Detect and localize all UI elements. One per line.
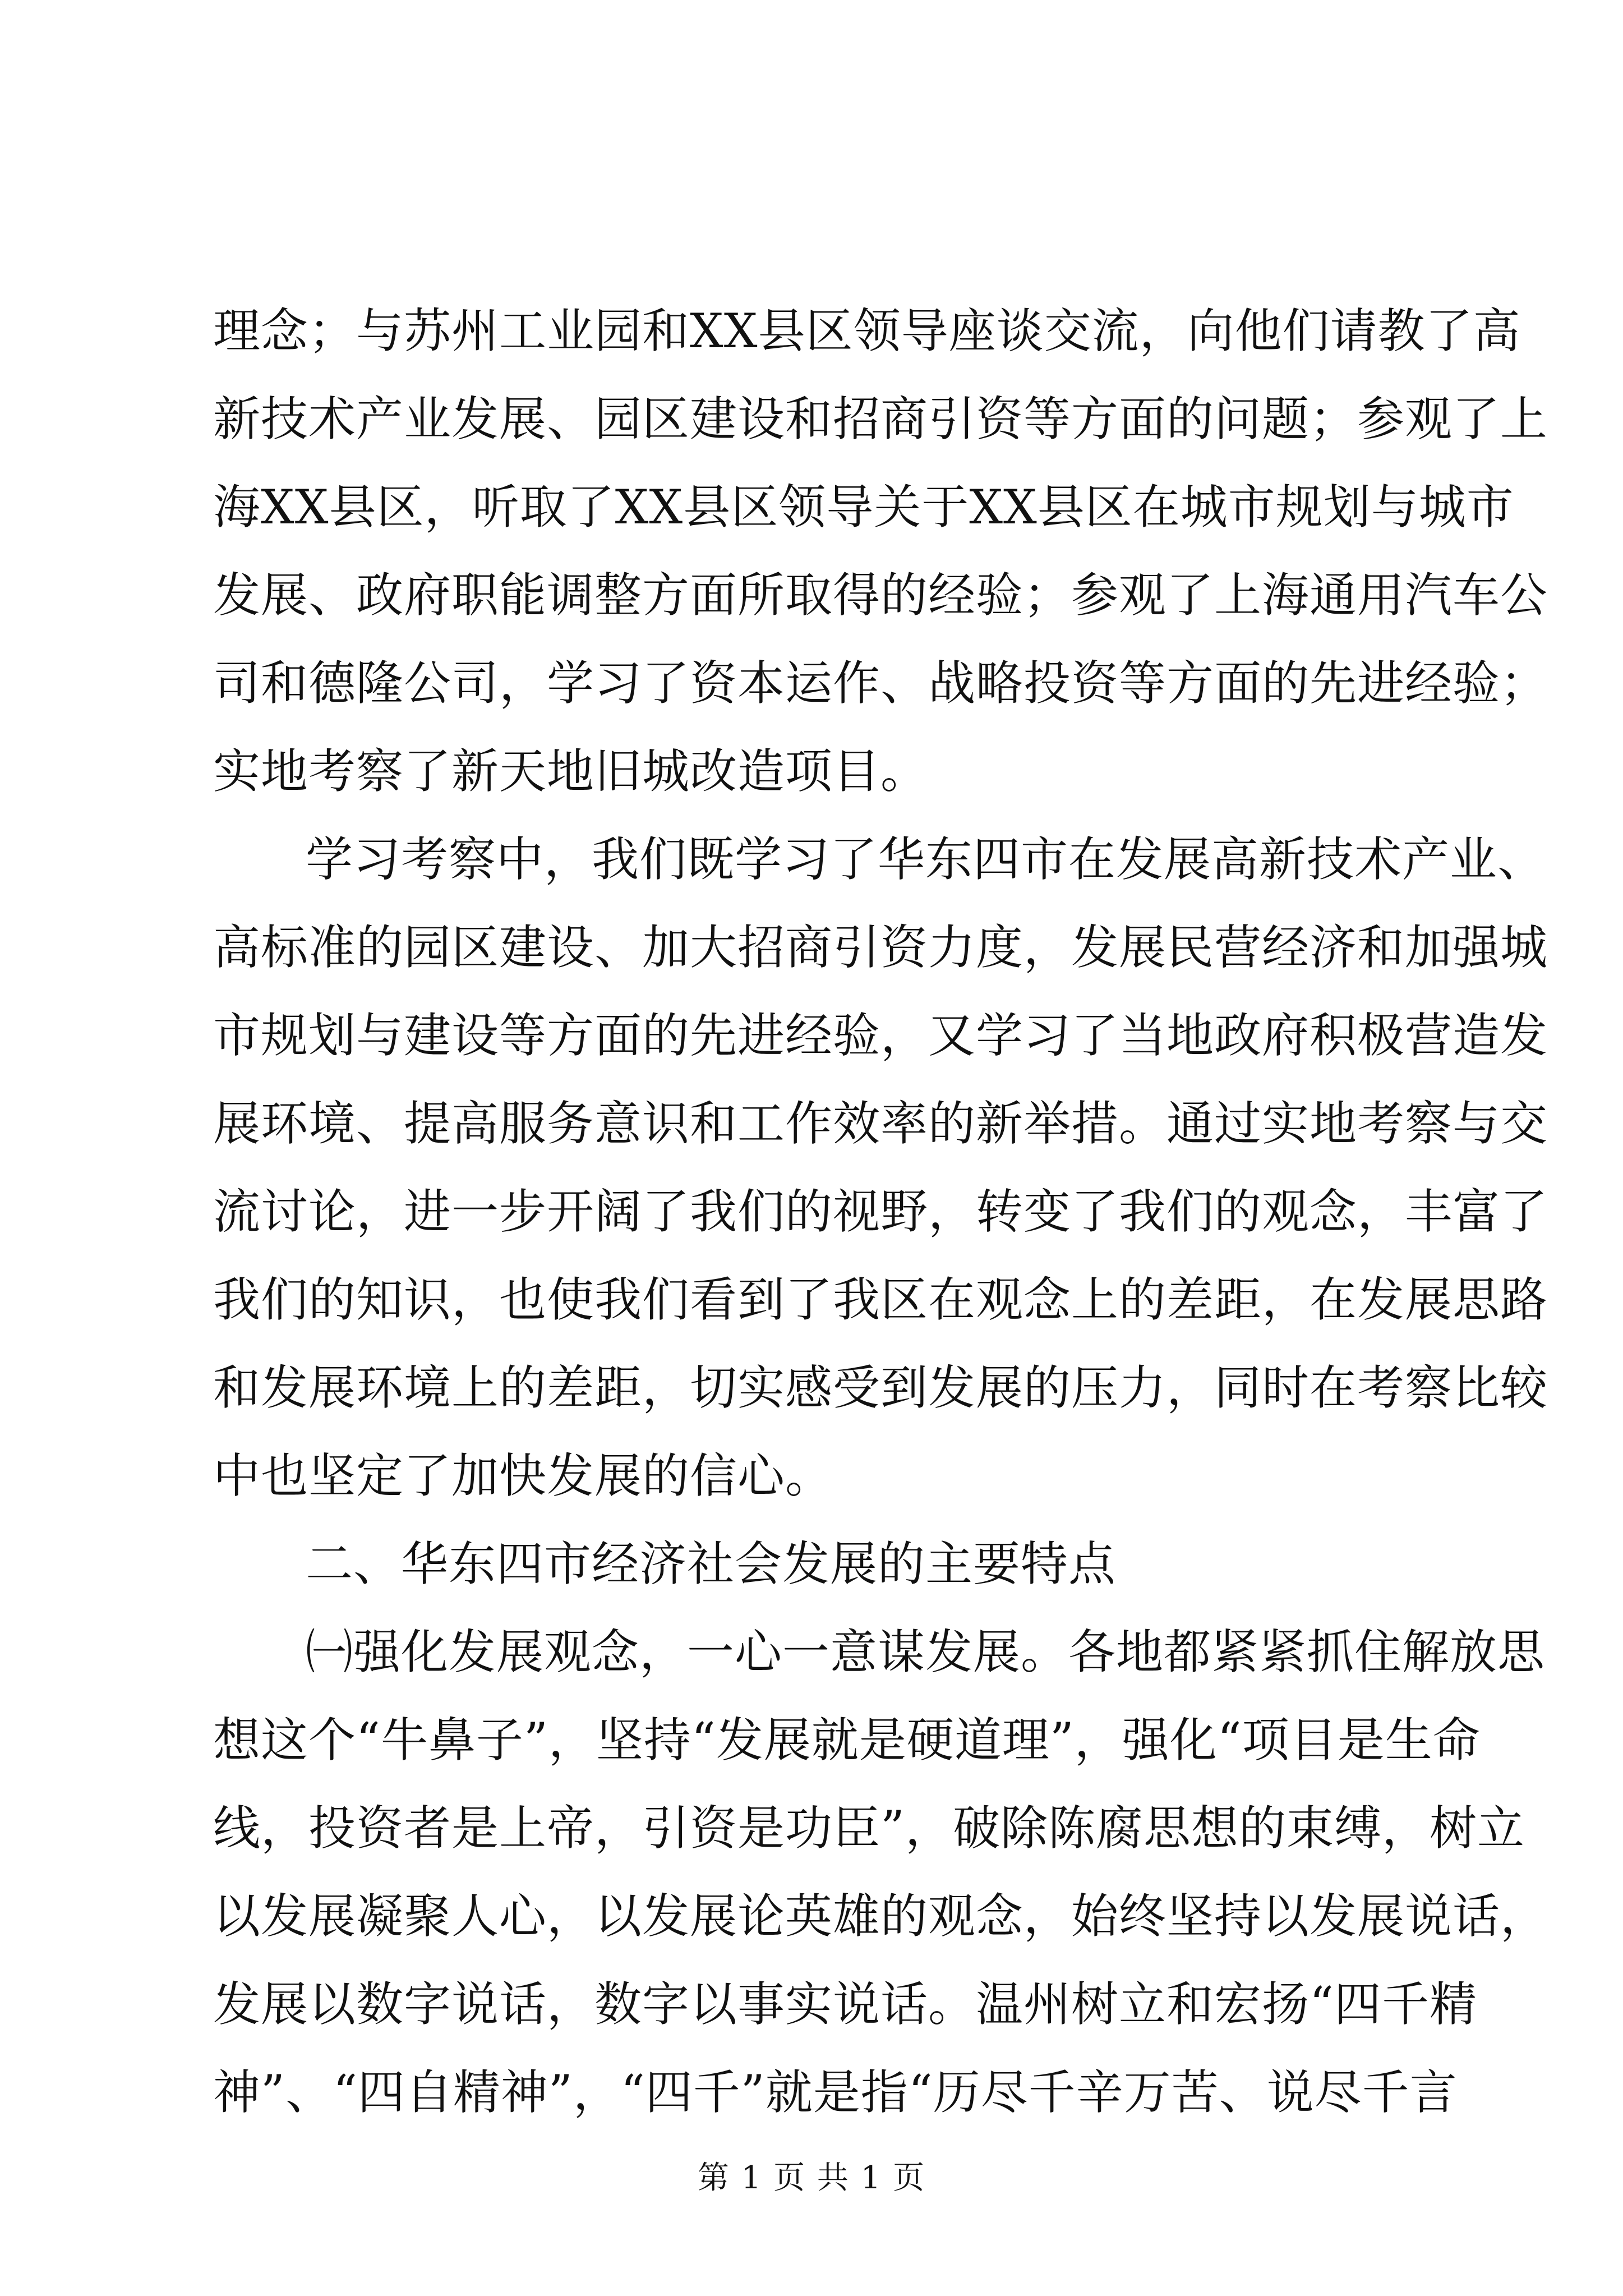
text-line: 中也坚定了加快发展的信心。 <box>213 1448 833 1503</box>
text-line: 我们的知识，也使我们看到了我区在观念上的差距，在发展思路 <box>213 1272 1548 1327</box>
text-line: 市规划与建设等方面的先进经验，又学习了当地政府积极营造发 <box>213 1008 1548 1063</box>
text-line: 新技术产业发展、园区建设和招商引资等方面的问题；参观了上 <box>213 392 1548 447</box>
text-line: 神”、“四自精神”，“四千”就是指“历尽千辛万苦、说尽千言 <box>213 2065 1458 2120</box>
text-line: 想这个“牛鼻子”，坚持“发展就是硬道理”，强化“项目是生命 <box>213 1713 1481 1768</box>
text-line: 展环境、提高服务意识和工作效率的新举措。通过实地考察与交 <box>213 1096 1548 1151</box>
text-line: 海XX县区，听取了XX县区领导关于XX县区在城市规划与城市 <box>213 480 1514 535</box>
paragraph-first-line: ㈠强化发展观念，一心一意谋发展。各地都紧紧抓住解放思 <box>306 1625 1546 1680</box>
text-line: 发展、政府职能调整方面所取得的经验；参观了上海通用汽车公 <box>213 568 1548 623</box>
paragraph-first-line: 学习考察中，我们既学习了华东四市在发展高新技术产业、 <box>306 832 1546 887</box>
text-line: 以发展凝聚人心，以发展论英雄的观念，始终坚持以发展说话， <box>213 1889 1548 1944</box>
text-line: 实地考察了新天地旧城改造项目。 <box>213 744 929 799</box>
text-line: 线，投资者是上帝，引资是功臣”，破除陈腐思想的束缚，树立 <box>213 1801 1525 1856</box>
text-line: 理念；与苏州工业园和XX县区领导座谈交流，向他们请教了高 <box>213 303 1521 358</box>
text-line: 和发展环境上的差距，切实感受到发展的压力，同时在考察比较 <box>213 1360 1548 1415</box>
text-line: 流讨论，进一步开阔了我们的视野，转变了我们的观念，丰富了 <box>213 1184 1548 1239</box>
text-line: 高标准的园区建设、加大招商引资力度，发展民营经济和加强城 <box>213 920 1548 975</box>
page-footer: 第 1 页 共 1 页 <box>697 2160 926 2196</box>
section-heading: 二、华东四市经济社会发展的主要特点 <box>306 1536 1117 1591</box>
text-line: 发展以数字说话，数字以事实说话。温州树立和宏扬“四千精 <box>213 1977 1477 2032</box>
text-line: 司和德隆公司，学习了资本运作、战略投资等方面的先进经验； <box>213 656 1548 711</box>
